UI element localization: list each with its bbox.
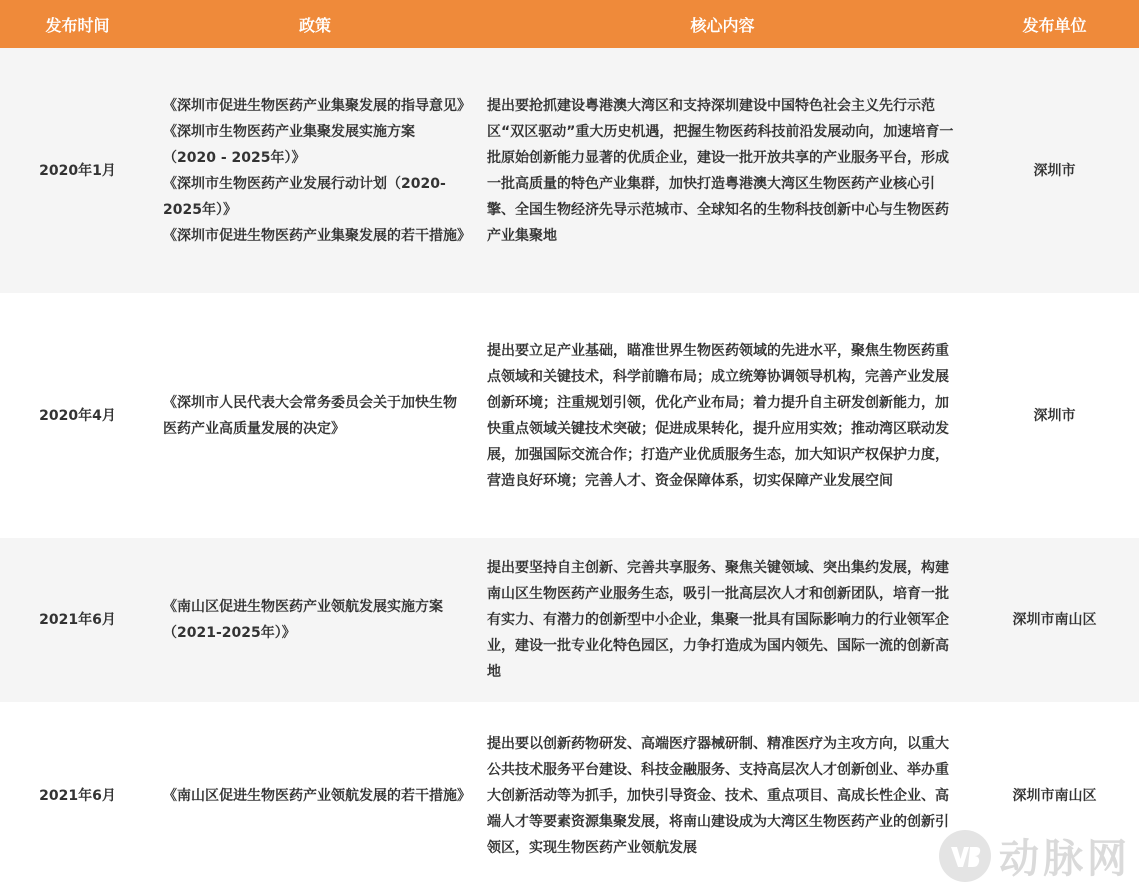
release-time-cell: 2021年6月 xyxy=(0,702,155,890)
policy-title: 《深圳市生物医药产业发展行动计划（2020-2025年）》 xyxy=(163,175,446,218)
watermark xyxy=(939,827,1131,884)
release-unit-cell: 深圳市南山区 xyxy=(970,702,1139,890)
table-row xyxy=(0,293,1139,538)
policy-title: 《南山区促进生物医药产业领航发展的若干措施》 xyxy=(163,788,471,804)
release-unit-cell: 深圳市 xyxy=(970,48,1139,293)
core-content-cell: 提出要以创新药物研发、高端医疗器械研制、精准医疗为主攻方向，以重大公共技术服务平台建设、科技金融服务、支持高层次人才创新创业、举办重大创新活动等为抓手，加快引导资金、技术、重点项目、高成长性企业、高端人才等要素资源集聚发展，将南山建设成为大湾区生物医药产业的创新引领区，实现生物医药产业领航发展 xyxy=(475,702,970,890)
release-time-cell: 2020年1月 xyxy=(0,48,155,293)
release-time-cell: 2021年6月 xyxy=(0,538,155,702)
core-content-cell: 提出要立足产业基础，瞄准世界生物医药领域的先进水平，聚焦生物医药重点领域和关键技术，科学前瞻布局；成立统筹协调领导机构，完善产业发展创新环境；注重规划引领，优化产业布局；着力提升自主研发创新能力，加快重点领域关键技术突破；促进成果转化，提升应用实效；推动湾区联动发展，加强国际交流合作；打造产业优质服务生态，加大知识产权保护力度，营造良好环境；完善人才、资金保障体系，切实保障产业发展空间 xyxy=(475,293,970,538)
policy-cell xyxy=(155,293,475,538)
release-unit-cell: 深圳市南山区 xyxy=(970,538,1139,702)
table-header-row xyxy=(0,0,1139,48)
release-time-cell: 2020年4月 xyxy=(0,293,155,538)
table-row xyxy=(0,538,1139,702)
header-core-content: 核心内容 xyxy=(475,0,970,48)
policy-title: 《深圳市促进生物医药产业集聚发展的指导意见》 xyxy=(163,97,471,114)
vb-logo-icon xyxy=(939,830,991,882)
watermark-text: 动脉网 xyxy=(999,836,1131,882)
policy-title: 《深圳市人民代表大会常务委员会关于加快生物医药产业高质量发展的决定》 xyxy=(163,394,457,437)
header-release-unit: 发布单位 xyxy=(970,0,1139,48)
core-content-cell: 提出要坚持自主创新、完善共享服务、聚焦关键领域、突出集约发展，构建南山区生物医药产业服务生态，吸引一批高层次人才和创新团队，培育一批有实力、有潜力的创新型中小企业，集聚一批具有国际影响力的行业领军企业，建设一批专业化特色园区，力争打造成为国内领先、国际一流的创新高地 xyxy=(475,538,970,702)
policy-cell xyxy=(155,702,475,890)
core-content-cell: 提出要抢抓建设粤港澳大湾区和支持深圳建设中国特色社会主义先行示范区“双区驱动”重大历史机遇，把握生物医药科技前沿发展动向，加速培育一批原始创新能力显著的优质企业，建设一批开放共享的产业服务平台，形成一批高质量的特色产业集群，加快打造粤港澳大湾区生物医药产业核心引擎、全国生物经济先导示范城市、全球知名的生物科技创新中心与生物医药产业集聚地 xyxy=(475,48,970,293)
policy-title: 《南山区促进生物医药产业领航发展实施方案（2021-2025年）》 xyxy=(163,599,443,641)
header-release-time: 发布时间 xyxy=(0,0,155,48)
table-row xyxy=(0,48,1139,293)
policy-title: 《深圳市生物医药产业集聚发展实施方案（2020 - 2025年）》 xyxy=(163,123,415,166)
header-policy: 政策 xyxy=(155,0,475,48)
release-unit-cell: 深圳市 xyxy=(970,293,1139,538)
policy-cell xyxy=(155,538,475,702)
policy-title: 《深圳市促进生物医药产业集聚发展的若干措施》 xyxy=(163,227,471,244)
policy-cell xyxy=(155,48,475,293)
